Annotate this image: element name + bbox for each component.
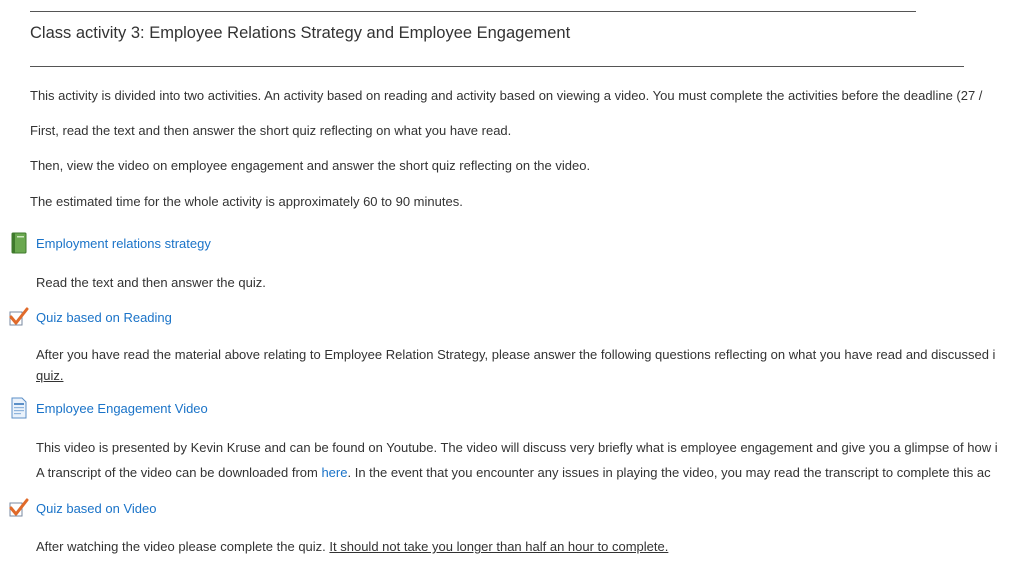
- activity-employee-engagement-video[interactable]: [8, 397, 208, 419]
- activity-link-employment-relations-strategy[interactable]: Employment relations strategy: [36, 235, 211, 251]
- activity-link-quiz-based-on-video[interactable]: Quiz based on Video: [36, 500, 157, 516]
- intro-paragraph-1: This activity is divided into two activities. An activity based on reading and activity based on viewing a video. You must complete the activities before the deadline (27 /: [30, 88, 983, 103]
- activity-quiz-based-on-reading[interactable]: [8, 306, 172, 328]
- activity-description: This video is presented by Kevin Kruse and can be found on Youtube. The video will discuss very briefly what is employee engagement and give you a glimpse of how i: [36, 440, 998, 455]
- activity-employment-relations-strategy[interactable]: [8, 232, 211, 254]
- activity-description: [36, 539, 668, 554]
- page-icon: [8, 397, 30, 419]
- quiz-video-time-note: It should not take you longer than half an hour to complete.: [329, 539, 669, 554]
- activity-link-employee-engagement-video[interactable]: Employee Engagement Video: [36, 400, 208, 416]
- transcript-here-link[interactable]: here: [321, 465, 348, 480]
- activity-quiz-based-on-video[interactable]: [8, 497, 156, 519]
- activity-description: After you have read the material above relating to Employee Relation Strategy, please answer the following questions reflecting on what you have read and discussed i: [36, 347, 996, 362]
- title-rule: [30, 66, 964, 67]
- activity-description-link[interactable]: quiz.: [36, 368, 64, 383]
- intro-paragraph-4: The estimated time for the whole activity is approximately 60 to 90 minutes.: [30, 194, 463, 209]
- book-icon: [8, 232, 30, 254]
- activity-description-transcript: [36, 465, 991, 480]
- top-rule: [30, 11, 916, 12]
- quiz-video-instruction: After watching the video please complete the quiz.: [36, 539, 330, 554]
- quiz-checkmark-icon: [8, 497, 30, 519]
- intro-paragraph-3: Then, view the video on employee engagement and answer the short quiz reflecting on the video.: [30, 158, 591, 173]
- activity-link-quiz-based-on-reading[interactable]: Quiz based on Reading: [36, 309, 172, 325]
- activity-description: Read the text and then answer the quiz.: [36, 275, 266, 290]
- intro-paragraph-2: First, read the text and then answer the short quiz reflecting on what you have read.: [30, 123, 512, 138]
- section-title: Class activity 3: Employee Relations Strategy and Employee Engagement: [30, 24, 571, 42]
- transcript-text-after: . In the event that you encounter any issues in playing the video, you may read the transcript to complete this ac: [347, 465, 991, 480]
- transcript-text-before: A transcript of the video can be downloaded from: [36, 465, 322, 480]
- quiz-checkmark-icon: [8, 306, 30, 328]
